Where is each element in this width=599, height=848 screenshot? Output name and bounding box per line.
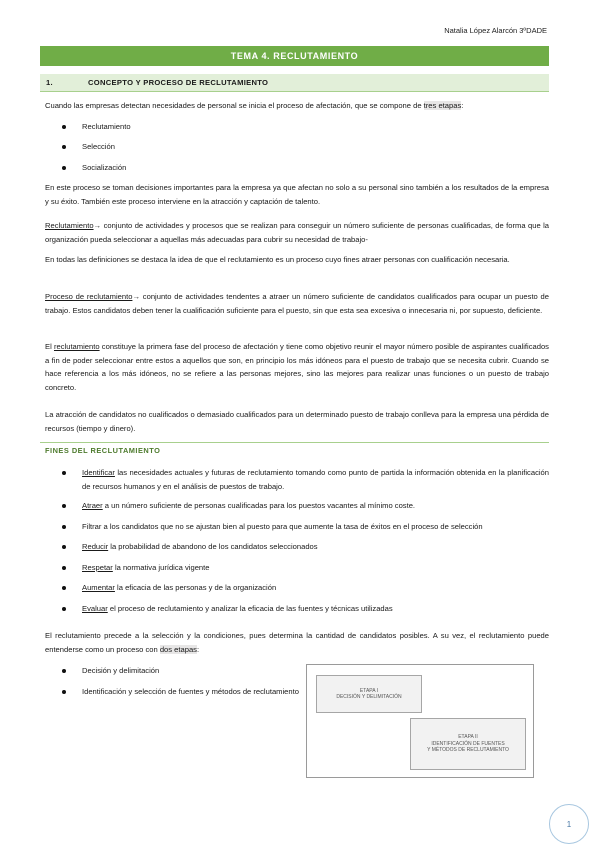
section-divider <box>40 442 549 443</box>
section-heading <box>40 74 549 92</box>
fine-verb: Respetar <box>82 562 113 572</box>
etapas-list <box>45 664 300 698</box>
process-paragraph: En este proceso se toman decisiones importantes para la empresa ya que afectan no solo a su personal sino también a los resultados de la empresa y su éxito. También este proceso interviene en la atracción y captación de talento. <box>45 183 549 206</box>
etapas-block <box>45 664 300 698</box>
first-phase-pre: El <box>45 342 54 351</box>
definitions-note-paragraph: En todas las definiciones se destaca la idea de que el reclutamiento es un proceso cuyo fines atraer personas con cualificación necesaria. <box>45 255 510 264</box>
fine-text: Filtrar a los candidatos que no se ajustan bien al puesto para que aumente la tasa de éxitos en el proceso de selección <box>82 521 483 531</box>
process-definition-text: → conjunto de actividades tendentes a atraer un número suficiente de candidatos cualificados para ocupar un puesto de trabajo. Estos candidatos deben tener la cualificación suficiente para el puesto, sin que esta sea excesiva o innecesaria ni, por supuesto, deficiente. <box>45 292 549 315</box>
list-item <box>45 602 549 616</box>
attraction-paragraph: La atracción de candidatos no cualificados o demasiado cualificados para un determinado puesto de trabajo conlleva para la empresa una pérdida de recursos (tiempo y dinero). <box>45 410 549 433</box>
stages-figure <box>306 664 534 778</box>
stage-two-label: ETAPA II <box>458 734 478 741</box>
stage-one-title: DECISIÓN Y DELIMITACIÓN <box>336 694 402 700</box>
precedes-text: El reclutamiento precede a la selección y la condiciones, pues determina la cantidad de candidatos posibles. A su vez, el reclutamiento puede entenderse como un proceso con <box>45 631 549 654</box>
intro-highlight: tres etapas <box>423 101 462 110</box>
stage-two-box <box>410 718 526 770</box>
list-item: Identificación y selección de fuentes y métodos de reclutamiento <box>45 685 300 699</box>
term-proceso-reclutamiento: Proceso de reclutamiento <box>45 292 133 301</box>
page-title: TEMA 4. RECLUTAMIENTO <box>40 46 549 66</box>
list-item <box>45 466 549 493</box>
intro-text: Cuando las empresas detectan necesidades de personal se inicia el proceso de afectación, que se compone de <box>45 101 424 110</box>
list-item: Reclutamiento <box>45 120 549 134</box>
list-item <box>45 540 549 554</box>
intro-block <box>45 99 549 174</box>
first-phase-paragraph <box>45 340 549 394</box>
fines-block <box>45 466 549 615</box>
list-item: Selección <box>45 140 549 154</box>
section-number: 1. <box>46 78 53 87</box>
stage-one-label: ETAPA I <box>359 687 379 694</box>
stage-one-box <box>316 675 422 713</box>
fines-heading: FINES DEL RECLUTAMIENTO <box>45 446 161 455</box>
fine-text: la probabilidad de abandono de los candidatos seleccionados <box>108 542 318 551</box>
fine-text: el proceso de reclutamiento y analizar la eficacia de las fuentes y técnicas utilizadas <box>107 603 393 613</box>
list-item <box>45 520 549 534</box>
definition-text: → conjunto de actividades y procesos que se realizan para conseguir un número suficiente de personas cualificadas, de forma que la organización pueda seleccionar a aquellas más adecuadas para cubrir su necesidad de trabajo- <box>45 221 549 244</box>
fine-verb: Reducir <box>82 542 109 551</box>
fine-text: la eficacia de las personas y de la organización <box>114 583 277 592</box>
fines-list <box>45 466 549 615</box>
list-item <box>45 581 549 595</box>
fine-verb: Identificar <box>82 468 115 477</box>
intro-colon: : <box>461 101 464 110</box>
fine-text: las necesidades actuales y futuras de reclutamiento tomando como punto de partida la información obtenida en la planificación de recursos humanos y en el análisis de puestos de trabajo. <box>82 468 549 491</box>
process-definition-paragraph <box>45 290 549 317</box>
list-item: Socialización <box>45 161 549 175</box>
fine-verb: Aumentar <box>82 583 115 592</box>
definition-paragraph <box>45 219 549 246</box>
fine-verb: Atraer <box>82 501 103 510</box>
intro-paragraph <box>45 99 549 113</box>
list-item <box>45 561 549 575</box>
fine-verb: Evaluar <box>82 603 108 613</box>
precedes-paragraph <box>45 629 549 656</box>
stage-two-title-1: IDENTIFICACIÓN DE FUENTES <box>431 740 505 747</box>
page-number: 1 <box>549 804 589 844</box>
list-item: Decisión y delimitación <box>45 664 300 678</box>
first-phase-text: constituye la primera fase del proceso de afectación y tiene como objetivo reunir el mayor número posible de aspirantes cualificados a fin de poder seleccionar entre estos a aquellos que son, en principio los más idóneos para el puesto de trabajo que se necesita cubrir. Cuando se hace referencia a los más idóneos, no se refiere a las personas mejores, sino las mejores para realizar unas funciones o un puesto de trabajo concreto. <box>45 342 549 392</box>
stages-list <box>45 120 549 175</box>
fine-text: la normativa jurídica vigente <box>112 562 210 572</box>
header-author: Natalia López Alarcón 3ºDADE <box>444 26 547 35</box>
list-item <box>45 499 549 513</box>
section-title: CONCEPTO Y PROCESO DE RECLUTAMIENTO <box>88 78 269 87</box>
precedes-colon: : <box>196 644 200 654</box>
stage-two-title-2: Y MÉTODOS DE RECLUTAMIENTO <box>427 747 509 754</box>
fine-text: a un número suficiente de personas cualificadas para los puestos vacantes al mínimo coste. <box>102 501 416 510</box>
term-reclutamiento: Reclutamiento <box>45 221 94 230</box>
precedes-highlight: dos etapas <box>159 644 197 654</box>
term-reclutamiento-2: reclutamiento <box>53 342 100 351</box>
